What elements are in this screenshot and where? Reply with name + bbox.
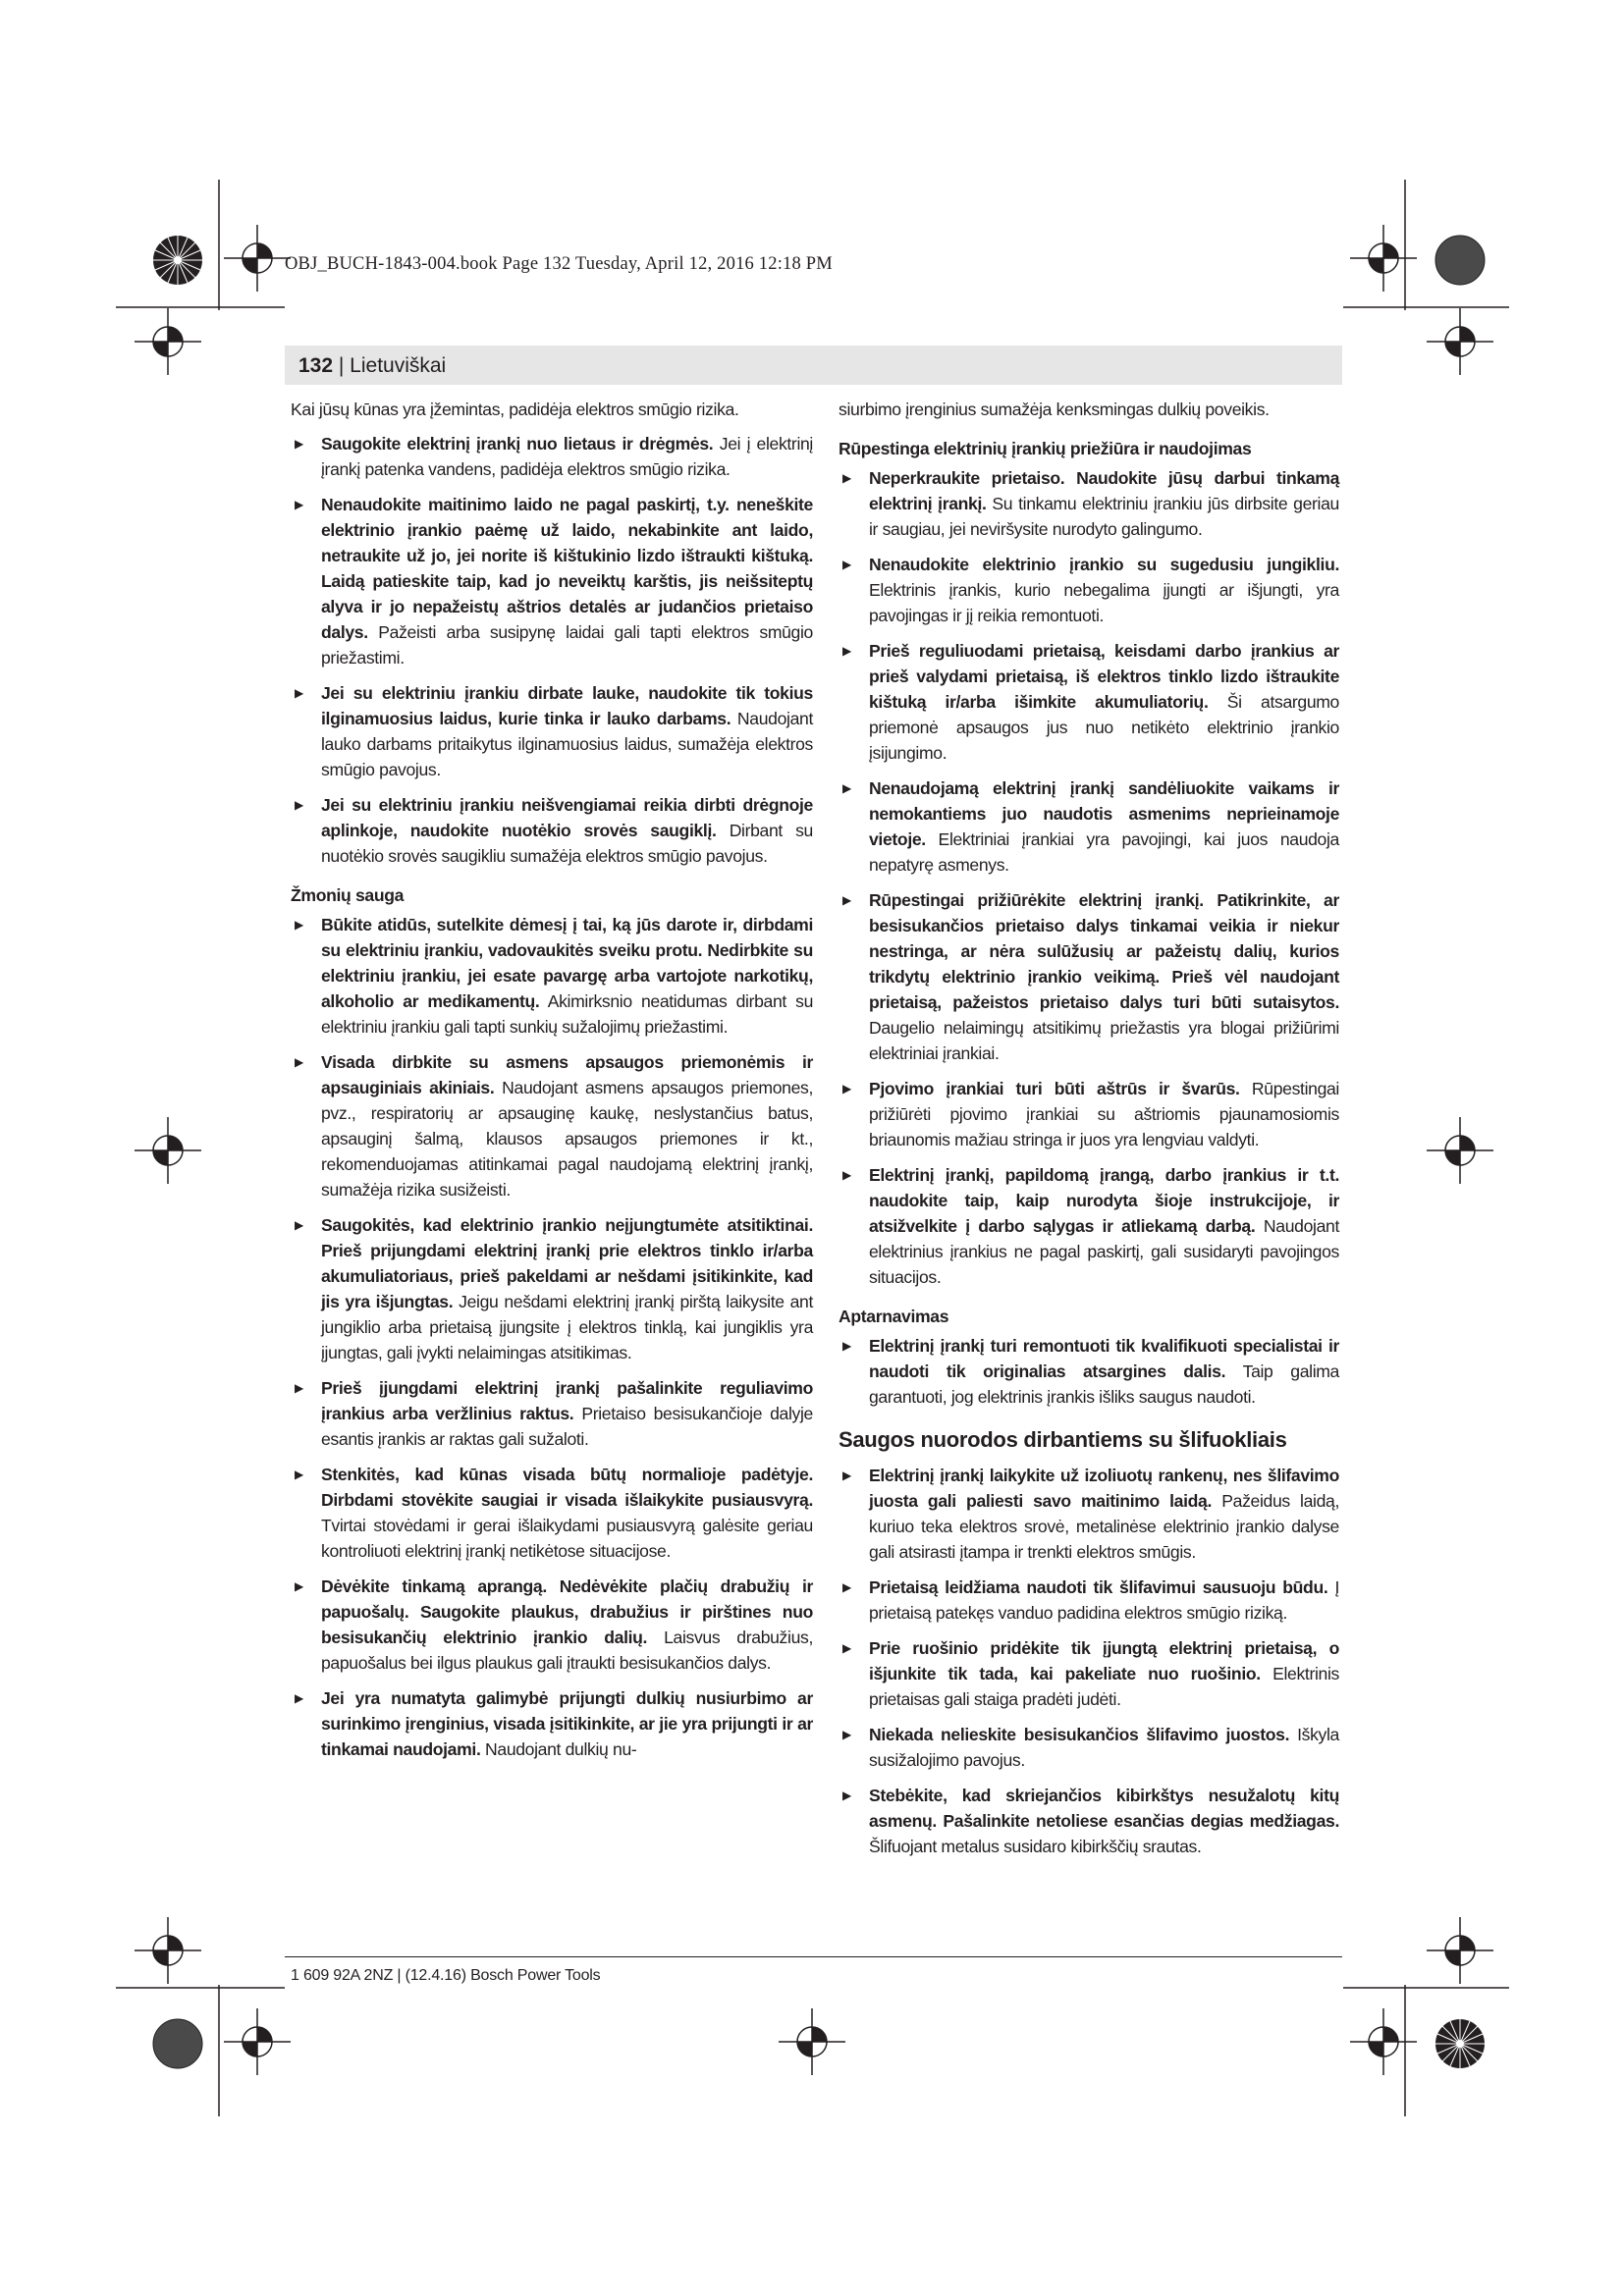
bullet-item-text: Naudojant dulkių nu-	[480, 1739, 637, 1759]
registration-mark-icon	[1427, 1917, 1493, 1984]
item-list	[291, 912, 813, 1762]
bullet-item	[839, 1463, 1339, 1565]
intro-paragraph: Kai jūsų kūnas yra įžemintas, padidėja elektros smūgio rizika.	[291, 400, 739, 419]
registration-mark-icon	[224, 2008, 291, 2075]
bullet-item-bold: Visada dirbkite su asmens apsaugos priemonėmis ir apsauginiais akiniais.	[321, 1052, 813, 1097]
bullet-item	[839, 887, 1339, 1066]
page-footer: 1 609 92A 2NZ | (12.4.16) Bosch Power Tools	[291, 1967, 601, 1984]
header-separator: |	[333, 354, 351, 377]
bullet-item	[291, 1375, 813, 1452]
bullet-item	[291, 1462, 813, 1564]
bullet-item-bold: Stebėkite, kad skriejančios kibirkštys nesužalotų kitų asmenų. Pašalinkite netoliese esančias degias medžiagas.	[869, 1786, 1339, 1831]
page-number: 132	[298, 354, 334, 377]
registration-mark-icon	[1350, 2008, 1417, 2075]
bullet-item-text: Jeigu nešdami elektrinį įrankį pirštą laikysite ant jungiklio arba prietaisą įjungsite į elektros tinklą, kai jungiklis yra įjungtas, gali įvykti nelaimingas atsitikimas.	[321, 1292, 813, 1362]
bullet-item-bold: Jei su elektriniu įrankiu neišvengiamai reikia dirbti drėgnoje aplinkoje, naudokite nuotėkio srovės saugiklį.	[321, 795, 813, 840]
bullet-item	[839, 1635, 1339, 1712]
bullet-item	[839, 1333, 1339, 1410]
color-bar-circle-icon	[1435, 2019, 1485, 2068]
bullet-item	[291, 792, 813, 869]
bullet-item-bold: Pjovimo įrankiai turi būti aštrūs ir švarūs.	[869, 1079, 1240, 1098]
bullet-item	[291, 1049, 813, 1202]
bullet-item-bold: Nenaudojamą elektrinį įrankį sandėliuokite vaikams ir nemokantiems juo naudotis asmenims neprieinamoje vietoje.	[869, 778, 1339, 849]
color-bar-circle-icon	[1435, 236, 1485, 285]
page-header-text	[298, 354, 446, 378]
bullet-item-bold: Stenkitės, kad kūnas visada būtų normalioje padėtyje. Dirbdami stovėkite saugiai ir visada išlaikykite pusiausvyrą.	[321, 1465, 813, 1510]
section-title: Rūpestinga elektrinių įrankių priežiūra ir naudojimas	[839, 439, 1252, 458]
bullet-item	[291, 680, 813, 782]
header-language: Lietuviškai	[350, 354, 447, 377]
bullet-item-text: Pažeisti arba susipynę laidai gali tapti elektros smūgio priežastimi.	[321, 622, 813, 667]
bullet-item	[839, 775, 1339, 878]
bullet-item-bold: Niekada nelieskite besisukančios šlifavimo juostos.	[869, 1725, 1290, 1744]
bullet-item-text: Prietaiso besisukančioje dalyje esantis įrankis ar raktas gali sužaloti.	[321, 1404, 813, 1449]
bullet-item-bold: Saugokite elektrinį įrankį nuo lietaus ir drėgmės.	[321, 434, 714, 454]
bullet-item	[839, 1783, 1339, 1859]
bullet-item	[291, 912, 813, 1040]
bullet-item-text: Taip galima garantuoti, jog elektrinis įrankis išliks saugus naudoti.	[869, 1362, 1339, 1407]
print-slug: OBJ_BUCH-1843-004.book Page 132 Tuesday, April 12, 2016 12:18 PM	[285, 254, 833, 274]
bullet-item-text: Elektrinis prietaisas gali staiga pradėti judėti.	[869, 1664, 1339, 1709]
bullet-item-bold: Nenaudokite maitinimo laido ne pagal paskirtį, t.y. neneškite elektrinio įrankio paėmę už laido, nekabinkite ant laido, netraukite už jo, jei norite iš kištukinio lizdo ištraukti kištuką. Laidą patieskite taip, kad jo neveiktų karštis, jis neišsiteptų alyva ir jo nepažeistų aštrios detalės ar judančios prietaiso dalys.	[321, 495, 813, 642]
bullet-item-text: Iškyla susižalojimo pavojus.	[869, 1725, 1339, 1770]
registration-mark-icon	[779, 2008, 845, 2075]
bullet-item-text: Daugelio nelaimingų atsitikimų priežastis yra blogai prižiūrimi elektriniai įrankiai.	[869, 1018, 1339, 1063]
bullet-item-bold: Rūpestingai prižiūrėkite elektrinį įrankį. Patikrinkite, ar besisukančios prietaiso dalys tinkamai veikia ir niekur nestringa, ar nėra sulūžusių ar pažeistų dalių, kurios trikdytų elektrinio įrankio veikimą. Prieš vėl naudojant prietaisą, pažeistos prietaiso dalys turi būti sutaisytos.	[869, 890, 1339, 1012]
bullet-item-text: Tvirtai stovėdami ir gerai išlaikydami pusiausvyrą galėsite geriau kontroliuoti elektrinį įrankį netikėtose situacijose.	[321, 1516, 813, 1561]
color-bar-circle-icon	[153, 236, 202, 285]
bullet-item-text: Ši atsargumo priemonė apsaugos jus nuo netikėto elektrinio įrankio įsijungimo.	[869, 692, 1339, 763]
item-list	[839, 1333, 1339, 1410]
bullet-item	[291, 1574, 813, 1676]
bullet-item	[291, 1685, 813, 1762]
color-bar-circle-icon	[153, 2019, 202, 2068]
bullet-item-bold: Elektrinį įrankį turi remontuoti tik kvalifikuoti specialistai ir naudoti tik originalias atsargines dalis.	[869, 1336, 1339, 1381]
bullet-item	[839, 552, 1339, 628]
bullet-item-text: Elektrinis įrankis, kurio nebegalima įjungti ar išjungti, yra pavojingas ir jį reikia remontuoti.	[869, 580, 1339, 625]
bullet-item	[839, 1162, 1339, 1290]
left-column	[291, 397, 813, 1772]
bullet-item	[839, 1722, 1339, 1773]
bullet-item-bold: Dėvėkite tinkamą aprangą. Nedėvėkite plačių drabužių ir papuošalų. Saugokite plaukus, drabužius ir pirštines nuo besisukančių elektrinio įrankio dalių.	[321, 1576, 813, 1647]
bullet-item-bold: Elektrinį įrankį laikykite už izoliuotų rankenų, nes šlifavimo juosta gali paliesti savo maitinimo laidą.	[869, 1466, 1339, 1511]
bullet-item-bold: Neperkraukite prietaiso. Naudokite jūsų darbui tinkamą elektrinį įrankį.	[869, 468, 1339, 513]
bullet-item-text: Dirbant su nuotėkio srovės saugikliu sumažėja elektros smūgio pavojus.	[321, 821, 813, 866]
registration-mark-icon	[224, 225, 291, 292]
bullet-item-text: Naudojant asmens apsaugos priemones, pvz., respiratorių ar apsauginę kaukę, neslystančius batus, apsauginį šalmą, klausos apsaugos priemones ir kt., rekomenduojamas atitinkamai pagal naudojamą elektrinį įrankį, sumažėja rizika susižeisti.	[321, 1078, 813, 1200]
bullet-item	[291, 1212, 813, 1365]
bullet-item-text: Šlifuojant metalus susidaro kibirkščių srautas.	[869, 1837, 1202, 1856]
bullet-item-text: Akimirksnio neatidumas dirbant su elektriniu įrankiu gali tapti sunkių sužalojimų priežastimi.	[321, 991, 814, 1037]
bullet-item	[839, 465, 1339, 542]
bullet-item-bold: Prie ruošinio pridėkite tik įjungtą elektrinį prietaisą, o išjunkite tik tada, kai pakeliate nuo ruošinio.	[869, 1638, 1339, 1683]
bullet-item	[839, 638, 1339, 766]
page-header	[285, 346, 1342, 385]
bullet-item-bold: Prietaisą leidžiama naudoti tik šlifavimui sausuoju būdu.	[869, 1577, 1328, 1597]
bullet-item	[839, 1076, 1339, 1152]
bullet-item-text: Jei į elektrinį įrankį patenka vandens, padidėja elektros smūgio rizika.	[321, 434, 813, 479]
bullet-item-text: Naudojant elektrinius įrankius ne pagal paskirtį, gali susidaryti pavojingos situacijos.	[869, 1216, 1339, 1287]
registration-mark-icon	[1350, 225, 1417, 292]
bullet-item-text: Laisvus drabužius, papuošalus bei ilgus plaukus gali įtraukti besisukančios dalys.	[321, 1628, 813, 1673]
registration-mark-icon	[135, 1117, 201, 1184]
bullet-item-text: Su tinkamu elektriniu įrankiu jūs dirbsite geriau ir saugiau, jei neviršysite nurodyto galingumo.	[869, 494, 1339, 539]
item-list	[291, 431, 813, 869]
bullet-item	[291, 492, 813, 670]
bullet-item-bold: Jei su elektriniu įrankiu dirbate lauke, naudokite tik tokius ilginamuosius laidus, kurie tinka ir lauko darbams.	[321, 683, 813, 728]
bullet-item	[839, 1575, 1339, 1626]
bullet-item-bold: Elektrinį įrankį, papildomą įrangą, darbo įrankius ir t.t. naudokite taip, kaip nurodyta šioje instrukcijoje, ir atsižvelkite į darbo sąlygas ir atliekamą darbą.	[869, 1165, 1339, 1236]
bullet-item	[291, 431, 813, 482]
bullet-item-text: Elektriniai įrankiai yra pavojingi, kai juos naudoja nepatyrę asmenys.	[869, 829, 1339, 875]
registration-mark-icon	[135, 308, 201, 375]
item-list	[839, 465, 1339, 1290]
footer-rule	[285, 1956, 1342, 1957]
section-heading: Saugos nuorodos dirbantiems su šlifuokliais	[839, 1427, 1287, 1452]
right-column	[839, 397, 1339, 1869]
bullet-item-bold: Saugokitės, kad elektrinio įrankio neįjungtumėte atsitiktinai. Prieš prijungdami elektrinį įrankį prie elektros tinklo ir/arba akumuliatoriaus, prieš pakeldami ar nešdami įsitikinkite, kad jis yra išjungtas.	[321, 1215, 813, 1311]
section-title: Žmonių sauga	[291, 885, 405, 905]
registration-mark-icon	[1427, 1117, 1493, 1184]
bullet-item-text: Rūpestingai prižiūrėti pjovimo įrankiai su aštriomis pjaunamosiomis briaunomis mažiau stringa ir juos yra lengviau valdyti.	[869, 1079, 1339, 1149]
bullet-item-bold: Nenaudokite elektrinio įrankio su sugedusiu jungikliu.	[869, 555, 1339, 574]
registration-mark-icon	[135, 1917, 201, 1984]
intro-paragraph: siurbimo įrenginius sumažėja kenksmingas dulkių poveikis.	[839, 400, 1270, 419]
bullet-item-bold: Jei yra numatyta galimybė prijungti dulkių nusiurbimo ar surinkimo įrenginius, visada įsitikinkite, ar jie yra prijungti ir ar tinkamai naudojami.	[321, 1688, 813, 1759]
item-list	[839, 1463, 1339, 1859]
bullet-item-bold: Prieš reguliuodami prietaisą, keisdami darbo įrankius ar prieš valydami prietaisą, iš elektros tinklo lizdo ištraukite kištuką ir/arba išimkite akumuliatorių.	[869, 641, 1339, 712]
bullet-item-text: Į prietaisą patekęs vanduo padidina elektros smūgio riziką.	[869, 1577, 1339, 1623]
section-title: Aptarnavimas	[839, 1307, 949, 1326]
registration-mark-icon	[1427, 308, 1493, 375]
bullet-item-text: Pažeidus laidą, kuriuo teka elektros srovė, metalinėse elektrinio įrankio dalyse gali atsirasti įtampa ir trenkti elektros smūgis.	[869, 1491, 1339, 1562]
bullet-item-bold: Būkite atidūs, sutelkite dėmesį į tai, ką jūs darote ir, dirbdami su elektriniu įrankiu, vadovaukitės sveiku protu. Nedirbkite su elektriniu įrankiu, jei esate pavargę arba vartojote narkotikų, alkoholio ar medikamentų.	[321, 915, 813, 1011]
bullet-item-bold: Prieš įjungdami elektrinį įrankį pašalinkite reguliavimo įrankius arba veržlinius raktus.	[321, 1378, 813, 1423]
bullet-item-text: Naudojant lauko darbams pritaikytus ilginamuosius laidus, sumažėja elektros smūgio pavojus.	[321, 709, 813, 779]
